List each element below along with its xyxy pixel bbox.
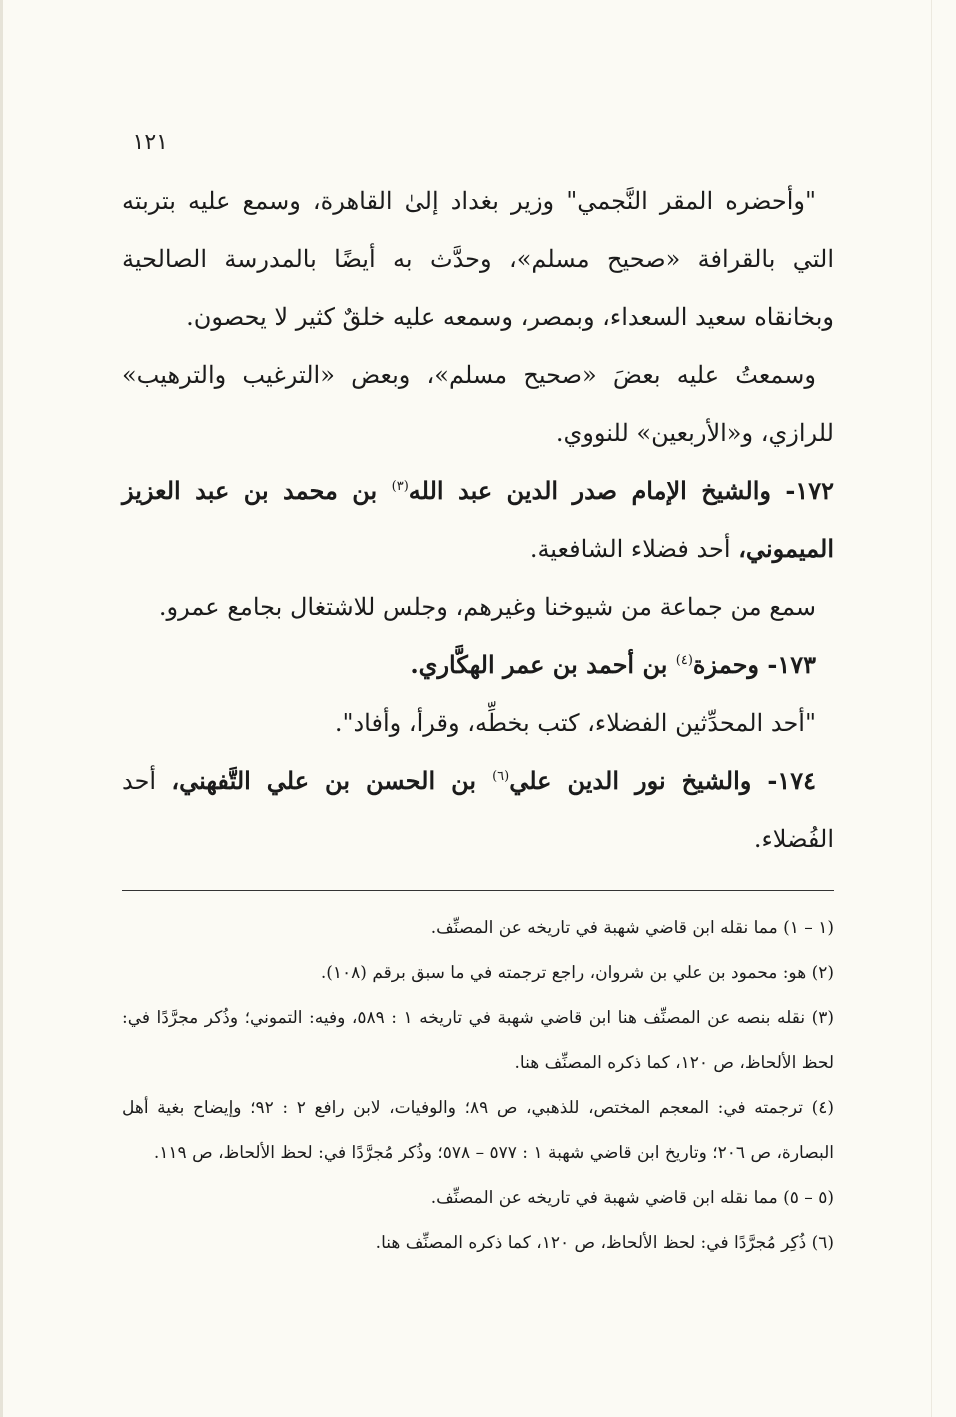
footnote-mark-3: (٣) [391,479,409,494]
scan-edge-right [931,0,932,1417]
footnote-6: (٦) ذُكِر مُجرَّدًا في: لحظ الألحاظ، ص ١٢٠، كما ذكره المصنِّف هنا. [375,1233,834,1253]
scan-edge-left [0,0,3,1417]
footnote-mark-6: (٦) [492,769,510,784]
paragraph-1 [122,172,834,346]
paragraph-1-text: "وأحضره المقر النَّجمي" وزير بغداد إلىٰ القاهرة، وسمع عليه بتربته التي بالقرافة «صحيح مسلم»، وحدَّث به أيضًا بالمدرسة الصالحية وبخانقاه سعيد السعداء، وبمصر، وسمعه عليه خلقٌ كثير لا يحصون. [122,187,834,331]
paragraph-2-text: وسمعتُ عليه بعضَ «صحيح مسلم»، وبعض «الترغيب والترهيب» للرازي، و«الأربعين» للنووي. [122,361,834,447]
entry-172-title-cont: بن محمد بن عبد العزيز الميموني، [122,476,834,563]
footnote-3: (٣) نقله بنصه عن المصنِّف هنا ابن قاضي شهبة في تاريخه ١ : ٥٨٩، وفيه: التموني؛ وذُكر مجرَّدًا في: لحظ الألحاظ، ص ١٢٠، كما ذكره المصنِّف هنا. [122,1008,834,1073]
main-text [122,172,834,868]
entry-173-heading [122,636,834,694]
entry-173-body: "أحد المحدِّثين الفضلاء، كتب بخطِّه، وقرأ، وأفاد". [334,709,816,737]
entry-172-desc: أحد فضلاء الشافعية. [529,535,739,563]
page-number: ١٢١ [132,130,168,155]
footnote-4: (٤) ترجمته في: المعجم المختص، للذهبي، ص ٨٩؛ والوفيات، لابن رافع ٢ : ٩٢؛ وإيضاح بغية أهل البصارة، ص ٢٠٦؛ وتاريخ ابن قاضي شهبة ١ : ٥٧٧ – ٥٧٨؛ وذُكر مُجرَّدًا في: لحظ الألحاظ، ص ١١٩. [122,1098,834,1163]
entry-173-title: ١٧٣- وحمزة [692,650,816,679]
entry-174-title: ١٧٤- والشيخ نور الدين علي [509,766,817,795]
footnote-5: (٥ – ٥) مما نقله ابن قاضي شهبة في تاريخه عن المصنِّف. [430,1188,834,1208]
footnote-1: (١ – ١) مما نقله ابن قاضي شهبة في تاريخه عن المصنِّف. [430,918,834,938]
footnote-mark-4: (٤) [675,653,693,668]
entry-172-heading [122,462,834,578]
footnote-divider [122,890,834,891]
entry-173-title-cont: بن أحمد بن عمر الهكَّاري. [410,650,676,679]
footnotes [122,906,834,1266]
entry-172-title: ١٧٢- والشيخ الإمام صدر الدين عبد الله [408,476,834,505]
entry-174-desc: أحد الفُضلاء. [122,767,834,853]
entry-174-heading [122,752,834,868]
entry-174-title-cont: بن الحسن بن علي التَّفهني، [171,766,493,795]
entry-172-body: سمع من جماعة من شيوخنا وغيرهم، وجلس للاشتغال بجامع عمرو. [158,593,816,621]
paragraph-2 [122,346,834,462]
footnote-2: (٢) هو: محمود بن علي بن شروان، راجع ترجمته في ما سبق برقم (١٠٨). [320,963,834,983]
